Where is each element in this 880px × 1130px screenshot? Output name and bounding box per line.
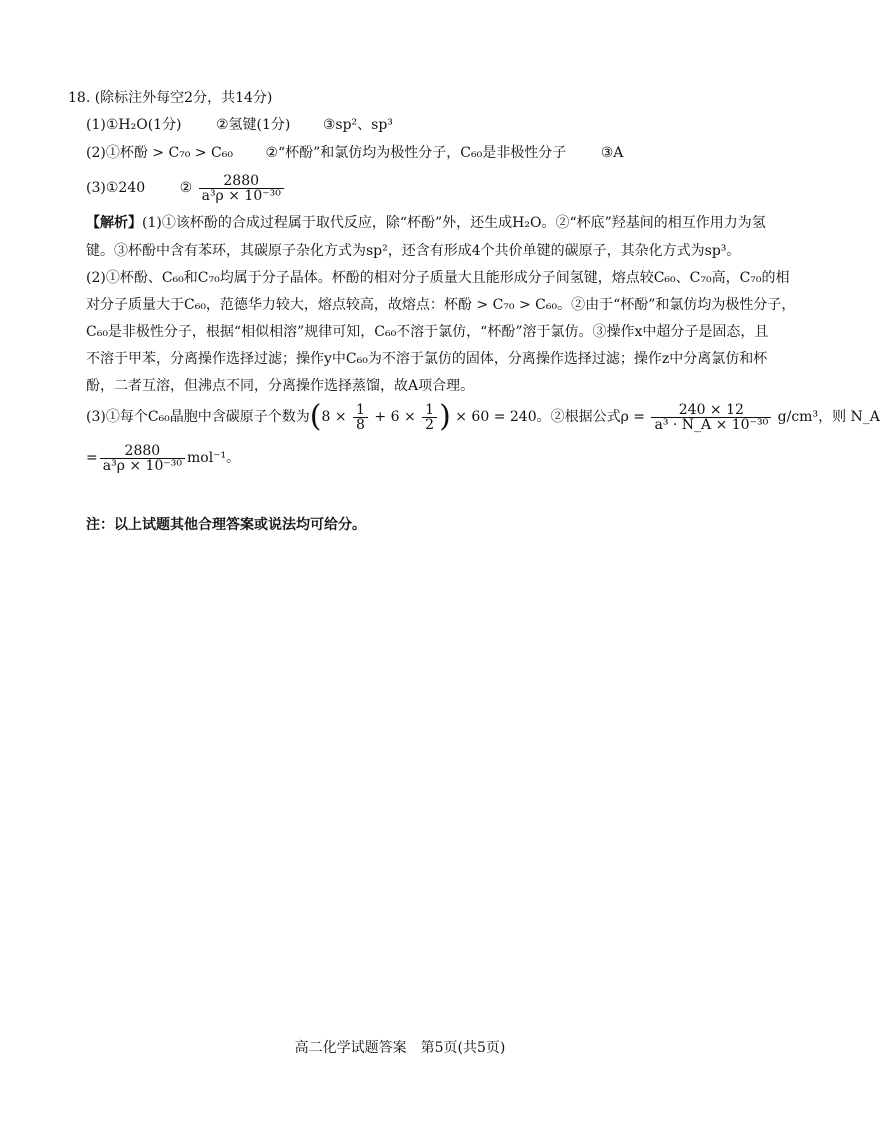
- part-label: (1): [86, 117, 106, 133]
- answer-3-1: ①240: [105, 180, 146, 196]
- explanation-tag: 【解析】: [86, 215, 142, 231]
- part-label: (2): [86, 145, 106, 161]
- answer-part-2: [86, 143, 623, 163]
- page-footer: 高二化学试题答案 第5页(共5页): [294, 1040, 506, 1056]
- answer-1-2: ②氢键(1分): [215, 117, 291, 133]
- explanation-text: (1)①该杯酚的合成过程属于取代反应，除“杯酚”外，还生成H₂O。②“杯底”羟基间的相互作用力为氢: [142, 215, 766, 231]
- answer-3-2-fraction: [199, 174, 284, 203]
- equals-sign: =: [86, 450, 98, 466]
- na-fraction: [100, 444, 185, 473]
- fraction-denominator: 8: [356, 416, 365, 433]
- answer-1-1: ①H₂O(1分): [105, 117, 182, 133]
- answer-2-1: ①杯酚 > C₇₀ > C₆₀: [105, 145, 233, 161]
- math-term: × 60 = 240。②根据公式ρ =: [455, 409, 646, 425]
- fraction-denominator: 2: [425, 416, 435, 433]
- density-fraction: [651, 403, 771, 432]
- answer-1-3: ③sp²、sp³: [322, 117, 393, 133]
- explanation-2-line-1: (2)①杯酚、C₆₀和C₇₀均属于分子晶体。杯酚的相对分子质量大且能形成分子间氢键，熔点较C₆₀、C₇₀高，C₇₀的相: [86, 270, 790, 286]
- fraction-one-half: [422, 403, 437, 432]
- answer-3-2-label: ②: [179, 180, 193, 196]
- explanation-3-line-2: [86, 440, 240, 476]
- fraction-numerator: 2880: [199, 174, 284, 189]
- grading-note: 注：以上试题其他合理答案或说法均可给分。: [86, 517, 366, 533]
- question-header: 18. (除标注外每空2分，共14分): [68, 90, 273, 106]
- math-term: 8 ×: [321, 409, 347, 425]
- explanation-3-line-1: (3)①每个C₆₀晶胞中含碳原子个数为(8 × $\frac{1}{8}$ + 6 × $\frac{1}{2}$ ) × 60 = 240。②根据公式ρ = $\frac{240 \times 12}{\text{a³ · N\_A × 10⁻³⁰}}$ g/cm³，则 N_A: [86, 399, 880, 434]
- fraction-numerator: 1: [353, 403, 368, 418]
- fraction-numerator: 1: [422, 403, 437, 418]
- explanation-3-pre: (3)①每个C₆₀晶胞中含碳原子个数为: [86, 409, 310, 425]
- math-term: g/cm³，则 N_A: [777, 409, 880, 425]
- explanation-1-line-1: [86, 213, 766, 233]
- fraction-denominator: a³ · N_A × 10⁻³⁰: [654, 416, 769, 433]
- explanation-2-line-2: 对分子质量大于C₆₀，范德华力较大，熔点较高，故熔点：杯酚 > C₇₀ > C₆₀。②由于“杯酚”和氯仿均为极性分子，: [86, 297, 796, 313]
- part-label: (3): [86, 180, 106, 196]
- math-term: + 6 ×: [374, 409, 416, 425]
- explanation-2-line-5: 酚，二者互溶，但沸点不同，分离操作选择蒸馏，故A项合理。: [86, 378, 475, 394]
- answer-2-3: ③A: [600, 145, 624, 161]
- fraction-one-eighth: [353, 403, 368, 432]
- explanation-1-line-2: 键。③杯酚中含有苯环，其碳原子杂化方式为sp²，还含有形成4个共价单键的碳原子，其杂化方式为sp³。: [86, 243, 741, 259]
- fraction-numerator: 240 × 12: [651, 403, 771, 418]
- fraction-denominator: a³ρ × 10⁻³⁰: [201, 187, 281, 204]
- explanation-2-line-3: C₆₀是非极性分子，根据“相似相溶”规律可知，C₆₀不溶于氯仿，“杯酚”溶于氯仿。③操作x中超分子是固态，且: [86, 324, 769, 340]
- explanation-2-line-4: 不溶于甲苯，分离操作选择过滤；操作y中C₆₀为不溶于氯仿的固体，分离操作选择过滤；操作z中分离氯仿和杯: [86, 351, 768, 367]
- answer-part-3: [86, 170, 286, 206]
- answer-2-2: ②“杯酚”和氯仿均为极性分子，C₆₀是非极性分子: [265, 145, 567, 161]
- fraction-numerator: 2880: [100, 444, 185, 459]
- fraction-denominator: a³ρ × 10⁻³⁰: [102, 457, 182, 474]
- unit-label: mol⁻¹。: [186, 450, 241, 466]
- answer-part-1: [86, 115, 393, 135]
